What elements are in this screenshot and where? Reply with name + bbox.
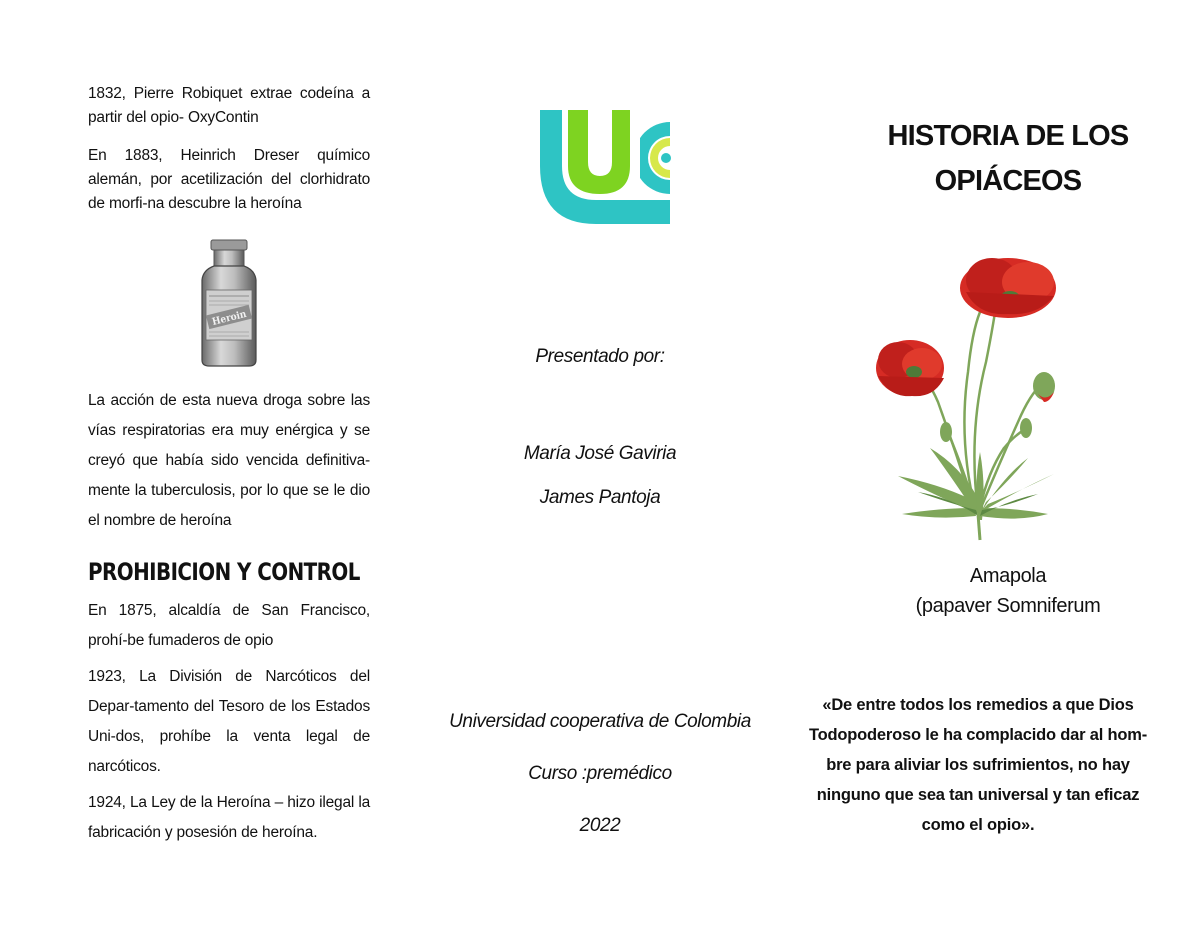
image-caption — [838, 561, 1178, 621]
poppy-flower-icon — [868, 252, 1068, 542]
paragraph-codeine: 1832, Pierre Robiquet extrae codeína a partir del opio- OxyContin — [88, 85, 370, 126]
university-name: Universidad cooperativa de Colombia — [449, 711, 751, 732]
institution-block — [420, 696, 780, 852]
author-name: James Pantoja — [539, 487, 661, 508]
caption-scientific-name: (papaver Somniferum — [915, 595, 1101, 617]
author-name: María José Gaviria — [523, 443, 677, 464]
section-heading-prohibicion: PROHIBICION Y CONTROL — [88, 558, 360, 586]
year: 2022 — [579, 815, 621, 836]
paragraph-1923: 1923, La División de Narcóticos del Depar-tamento del Tesoro de los Estados Uni-dos, prohíbe la venta legal de narcóticos. — [88, 668, 370, 775]
caption-common-name: Amapola — [969, 565, 1047, 587]
heroin-bottle-icon — [197, 238, 261, 368]
presented-by-label: Presentado por: — [535, 346, 665, 367]
left-panel — [88, 82, 370, 854]
authors-block — [420, 432, 780, 520]
paragraph-respiratory: La acción de esta nueva droga sobre las vías respiratorias era muy enérgica y se creyó que había sido vencida definitiva-mente la tuberculosis, por lo que se le dio el nombre de heroína — [88, 392, 370, 529]
bottle-label-text: Heroin — [211, 308, 248, 329]
title-line: OPIÁCEOS — [934, 165, 1082, 197]
opium-quote: «De entre todos los remedios a que Dios Todopoderoso le ha complacido dar al hom-bre para aliviar los sufrimientos, no hay ninguno que sea tan universal y tan eficaz como el opio». — [808, 696, 1148, 834]
page-title — [838, 114, 1178, 204]
paragraph-heroin-discovery: En 1883, Heinrich Dreser químico alemán, por acetilización del clorhidrato de morfi-na descubre la heroína — [88, 147, 370, 212]
heroin-bottle-image — [88, 238, 370, 368]
university-logo — [538, 108, 672, 228]
paragraph-san-francisco: En 1875, alcaldía de San Francisco, prohí-be fumaderos de opio — [88, 602, 370, 649]
title-line: HISTORIA DE LOS — [887, 120, 1129, 152]
ucc-logo-icon — [538, 108, 672, 228]
poppy-illustration — [868, 252, 1068, 542]
course-name: Curso :premédico — [528, 763, 672, 784]
paragraph-1924: 1924, La Ley de la Heroína – hizo ilegal la fabricación y posesión de heroína. — [88, 794, 370, 841]
